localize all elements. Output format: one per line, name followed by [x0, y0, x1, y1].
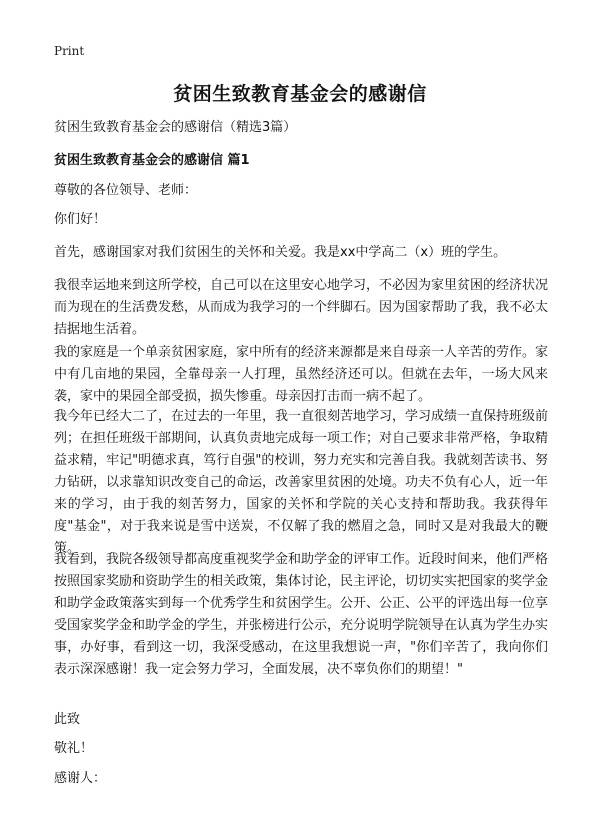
greeting: 你们好！: [54, 212, 107, 227]
paragraph-3: 我的家庭是一个单亲贫困家庭，家中所有的经济来源都是来自母亲一人辛苦的劳作。家中有几亩地的果园，全靠母亲一人打理，虽然经济还可以。但就在去年，一场大风来袭，家中的果园全部受损，损失惨重。母亲因打击而一病不起了。: [54, 345, 549, 404]
paragraph-1: 首先，感谢国家对我们贫困生的关怀和关爱。我是xx中学高二（x）班的学生。: [54, 245, 507, 260]
signature: 感谢人：: [54, 771, 107, 786]
closing-line-1: 此致: [54, 712, 81, 727]
page-title: 贫困生致教育基金会的感谢信: [173, 83, 427, 105]
paragraph-2: 我很幸运地来到这所学校，自己可以在这里安心地学习，不必因为家里贫困的经济状况而为现在的生活费发愁，从而成为我学习的一个绊脚石。因为国家帮助了我，我不必太拮据地生活着。: [54, 278, 549, 337]
salutation: 尊敬的各位领导、老师：: [54, 183, 198, 198]
paragraph-4: 我今年已经大二了，在过去的一年里，我一直很刻苦地学习，学习成绩一直保持班级前列；在担任班级干部期间，认真负责地完成每一项工作；对自己要求非常严格，争取精益求精，牢记"明德求真，笃行自强"的校训，努力充实和完善自我。我就刻苦读书、努力钻研，以求靠知识改变自己的命运，改善家里贫困的处境。功夫不负有心人，近一年来的学习，由于我的刻苦努力，国家的关怀和学院的关心支持和帮助我。我获得年度"基金"，对于我来说是雪中送炭，不仅解了我的燃眉之急，同时又是对我最大的鞭策。: [54, 409, 549, 556]
closing-line-2: 敬礼！: [54, 741, 94, 756]
subtitle: 贫困生致教育基金会的感谢信（精选3篇）: [54, 120, 297, 135]
paragraph-5: 我看到，我院各级领导都高度重视奖学金和助学金的评审工作。近段时间来，他们严格按照国家奖励和资助学生的相关政策，集体讨论，民主评论，切切实实把国家的奖学金和助学金政策落实到每一个优秀学生和贫困学生。公开、公正、公平的评选出每一位享受国家奖学金和助学金的学生，并张榜进行公示，充分说明学院领导在认真为学生办实事，办好事，看到这一切，我深受感动，在这里我想说一声，"你们辛苦了，我向你们表示深深感谢！我一定会努力学习，全面发展，决不辜负你们的期望！": [54, 552, 549, 677]
print-link[interactable]: Print: [54, 44, 85, 58]
section-heading: 贫困生致教育基金会的感谢信 篇1: [54, 153, 250, 168]
